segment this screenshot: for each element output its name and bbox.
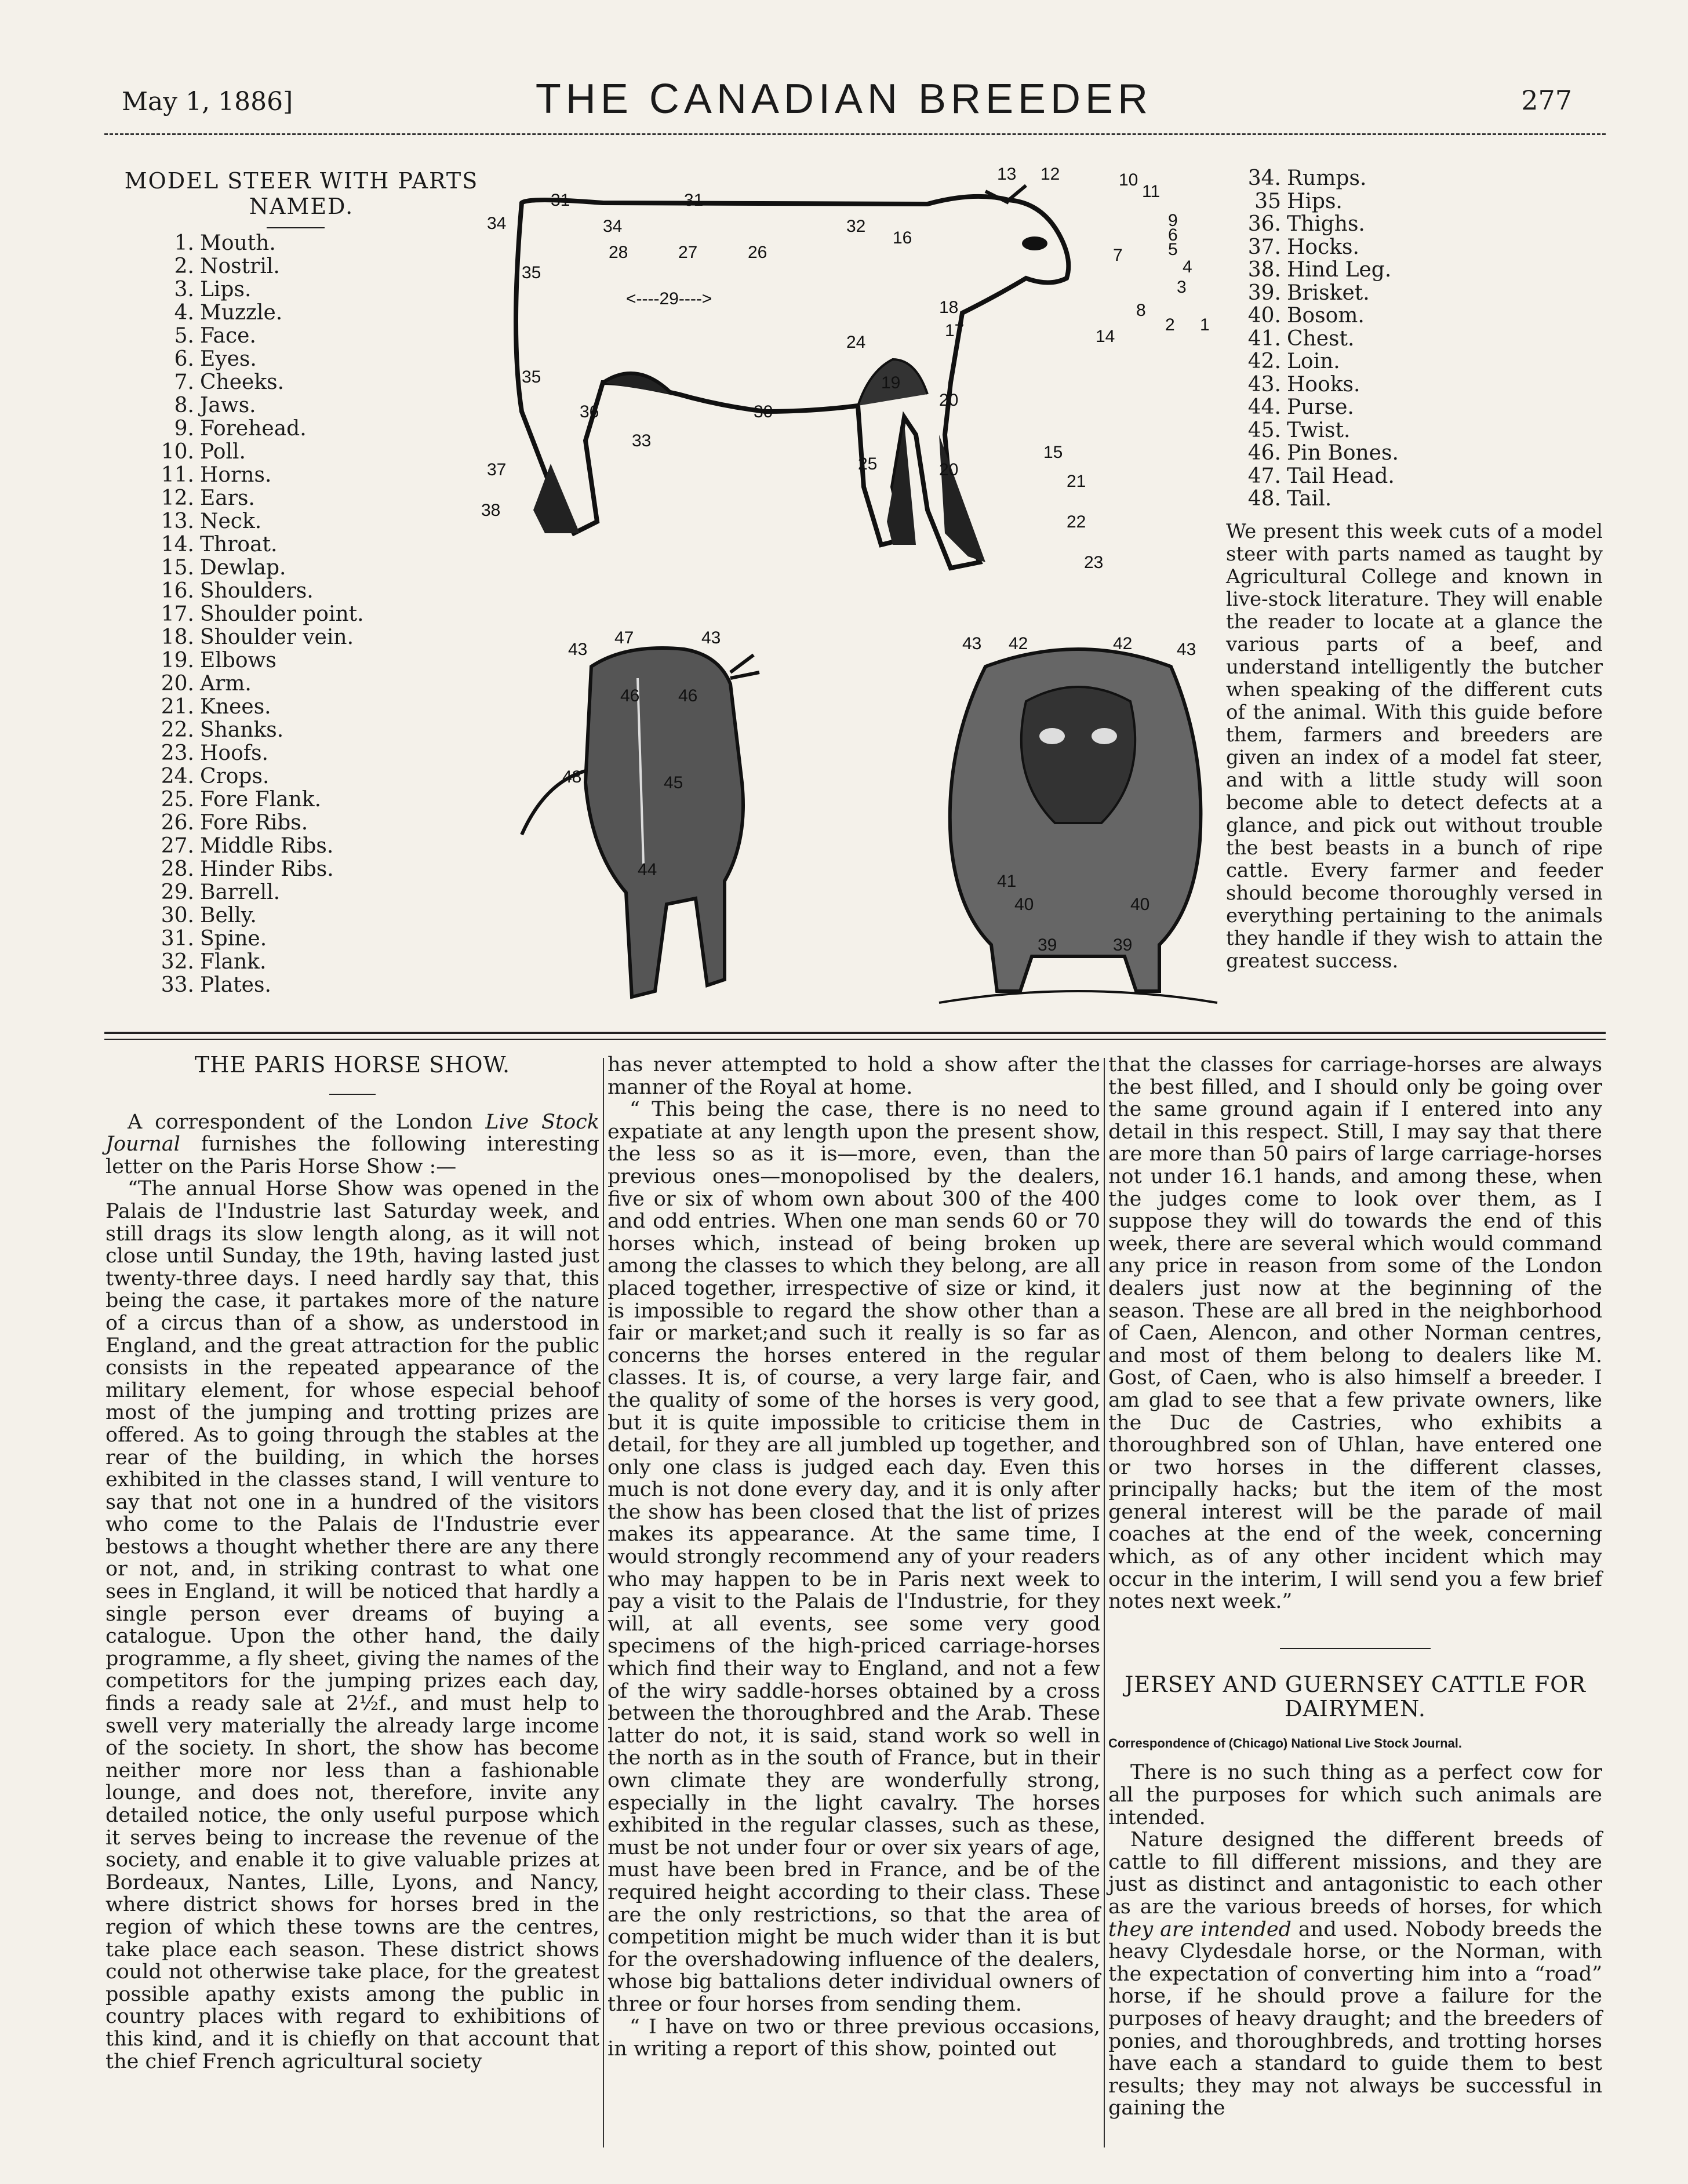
part-item [154, 556, 364, 580]
part-number: 32. [161, 950, 194, 974]
part-item [1240, 167, 1399, 190]
part-item [154, 904, 364, 927]
part-number: 35 [1254, 189, 1281, 213]
part-name: Hoofs. [200, 741, 268, 765]
part-number: 29. [161, 880, 194, 904]
paragraph-text-end: and used. Nobody breeds the heavy Clydesdale horse, or the Norman, with the expectation of converting him into a “road” horse, if he should prove a failure for the purposes of heavy draught; and the breeders of ponies, and thoroughbreds, and trotting horses have each a standard to guide them to best results; they may not always be successful in gaining the [1108, 1917, 1602, 2120]
part-name: Elbows [200, 649, 277, 672]
part-number: 3. [174, 278, 194, 301]
part-number: 14. [161, 533, 194, 556]
title-rule [267, 227, 325, 228]
figure-label: 43 [962, 634, 982, 653]
figure-label: 35 [522, 263, 541, 282]
figure-label: 43 [701, 628, 721, 647]
page-number: 277 [1521, 85, 1572, 116]
part-number: 43. [1247, 372, 1281, 396]
column-2 [607, 1054, 1100, 2061]
part-name: Forehead. [200, 417, 307, 441]
figure-label: 41 [997, 872, 1017, 891]
part-item [154, 858, 364, 881]
part-number: 38. [1247, 258, 1281, 282]
column-divider-2 [1104, 1058, 1105, 2147]
correspondent-line: Correspondence of (Chicago) National Live Stock Journal. [1108, 1735, 1462, 1750]
part-item [154, 464, 364, 487]
part-item [154, 510, 364, 533]
part-name: Crops. [200, 765, 270, 788]
part-number: 22. [161, 718, 194, 742]
part-name: Jaws. [200, 394, 256, 417]
figure-label: 9 [1168, 211, 1178, 230]
part-number: 26. [161, 811, 194, 835]
part-item [1240, 373, 1399, 396]
part-number: 23. [161, 741, 194, 765]
part-number: 8. [174, 394, 194, 417]
figure-label: 20 [939, 391, 959, 410]
part-name: Neck. [200, 509, 262, 533]
part-name: Shanks. [200, 718, 284, 742]
part-item [154, 301, 364, 325]
figure-label: 21 [1067, 472, 1086, 491]
figure-label: 30 [754, 402, 773, 421]
part-name: Nostril. [200, 254, 280, 278]
steer-front-drawing [927, 632, 1229, 1009]
part-name: Muzzle. [200, 301, 283, 325]
figure-label: 3 [1177, 278, 1187, 297]
part-number: 42. [1247, 350, 1281, 373]
figure-label: 12 [1041, 165, 1060, 184]
article-paragraph: There is no such thing as a perfect cow for all the purposes for which such animals are intended. [1108, 1761, 1602, 1829]
part-name: Arm. [200, 672, 252, 696]
part-item [154, 255, 364, 278]
part-name: Ears. [200, 486, 255, 510]
figure-label: 45 [664, 773, 683, 792]
part-item [154, 603, 364, 626]
italic-text: they are intended [1108, 1917, 1292, 1941]
part-name: Eyes. [200, 347, 257, 371]
part-item [1240, 304, 1399, 327]
article-paragraph: “ This being the case, there is no need to expatiate at any length upon the present show, the less so as it is—more, even, than the previous ones—monopolised by the dealers, five or six of whom own about 300 of the 400 and odd entries. When one man sends 60 or 70 horses which, instead of being broken up among the classes to which they belong, are all placed together, irrespective of size or kind, it is impossible to regard the show other than a fair or market;and such it really is so far as concerns the horses entered in the regular classes. It is, of course, a very large fair, and the quality of some of the horses is very good, but it is quite impossible to criticise them in detail, for they are all jumbled up together, and only one class is judged each day. Even this much is not done every day, and it is only after the show has been closed that the list of prizes makes its appearance. At the same time, I would strongly recommend any of your readers who may happen to be in Paris next week to pay a visit to the Palais de l'Industrie, for they will, at all events, see some very good specimens of the high-priced carriage-horses which find their way to England, and not a few of the wiry saddle-horses obtained by a cross between the thoroughbred and the Arab. These latter do not, it is said, stand work so well in the north as in the south of France, but in their own climate they are wonderfully strong, especially in the light cavalry. The horses exhibited in the regular classes, such as these, must be not under four or over six years of age, must have been bred in France, and be of the required height according to their class. These are the only restrictions, so that the area of competition might be much wider than it is but for the overshadowing influence of the dealers, whose big battalions deter individual owners of three or four horses from sending them. [607, 1098, 1100, 2016]
figure-label: 34 [603, 217, 623, 236]
figure-label: 35 [522, 367, 541, 387]
figure-label: 22 [1067, 512, 1086, 532]
part-name: Cheeks. [200, 370, 285, 394]
part-item [154, 371, 364, 394]
figure-label: 18 [939, 298, 959, 317]
part-name: Barrell. [200, 880, 281, 904]
figure-label: 7 [1113, 246, 1123, 265]
figure-label: 44 [638, 860, 657, 879]
part-name: Hinder Ribs. [200, 857, 334, 881]
header-rule [104, 133, 1606, 135]
part-item [1240, 419, 1399, 442]
part-item [154, 394, 364, 417]
part-number: 5. [174, 324, 194, 348]
intro-paragraph: We present this week cuts of a model steer with parts named as taught by Agricultural College and known in live-stock literature. They will enable the reader to locate at a glance the various parts of a beef, and understand intelligently the butcher when speaking of the different cuts of the animal. With this guide before them, farmers and breeders are given an index of a model fat steer, and with a little study will soon become able to detect defects at a glance, and pick out without trouble the best beasts in a bunch of ripe cattle. Every farmer and feeder should become thoroughly versed in everything pertaining to the animals they handle if they wish to attain the greatest success. [1226, 520, 1603, 973]
figure-label: 36 [580, 402, 599, 421]
part-number: 41. [1247, 326, 1281, 351]
part-number: 11. [161, 463, 194, 487]
part-item [154, 719, 364, 742]
part-item [1240, 327, 1399, 351]
figure-label: 43 [568, 640, 588, 659]
part-number: 1. [174, 231, 194, 255]
part-number: 25. [161, 788, 194, 811]
part-number: 27. [161, 834, 194, 858]
part-item [154, 696, 364, 719]
part-name: Hooks. [1287, 372, 1360, 396]
part-item [1240, 465, 1399, 488]
part-item [1240, 487, 1399, 511]
part-number: 47. [1247, 464, 1281, 488]
figure-label: 25 [858, 454, 878, 474]
part-number: 17. [161, 602, 194, 626]
article-paragraph: that the classes for carriage-horses are always the best filled, and I should only be going over the same ground again if I entered into any detail in this respect. Still, I may say that there are more than 50 pairs of large carriage-horses not under 16.1 hands, and among these, when the judges come to look over them, as I suppose they will do towards the end of this week, there are several which would command any price in reason from some of the London dealers just now at the beginning of the season. These are all bred in the neighborhood of Caen, Alencon, and other Norman centres, and most of them belong to dealers like M. Gost, of Caen, who is also himself a breeder. I am glad to see that a few private owners, like the Duc de Castries, who exhibits a thoroughbred son of Uhlan, have entered one or two horses in the different classes, principally hacks; but the item of the most general interest will be the parade of mail coaches at the end of the week, concerning which, as of any other incident which may occur in the interim, I will send you a few brief notes next week.” [1108, 1053, 1602, 1614]
figure-label: 33 [632, 431, 652, 450]
figure-label: 48 [562, 767, 582, 787]
article-paragraph: “The annual Horse Show was opened in the Palais de l'Industrie last Saturday week, and still drags its slow length along, as it will not close until Sunday, the 19th, having lasted just twenty-three days. I need hardly say that, this being the case, it partakes more of the nature of a circus than of a show, as understood in England, and the great attraction for the public consists in the repeated appearance of the military element, for whose especial behoof most of the jumping and trotting prizes are offered. As to going through the stables at the rear of the building, in which the horses exhibited in the classes stand, I will venture to say that not one in a hundred of the visitors who come to the Palais de l'Industrie ever bestows a thought whether there are any there or not, and, in striking contrast to what one sees in England, it will be noticed that hardly a single person ever dreams of buying a catalogue. Upon the other hand, the daily programme, a fly sheet, giving the names of the competitors for the jumping prizes each day, finds a ready sale at 2½f., and must help to swell very materially the already large income of the society. In short, the show has become neither more nor less than a fashionable lounge, and does not, therefore, invite any detailed notice, the only useful purpose which it serves being to increase the revenue of the society, and enable it to give valuable prizes at Bordeaux, Nantes, Lille, Lyons, and Nancy, where district shows for horses bred in the region of which these towns are the centres, take place each season. These district shows could not otherwise take place, for the greatest possible apathy exists among the public in country places with regard to exhibitions of this kind, and it is chiefly on that account that the chief French agricultural society [106, 1177, 599, 2073]
part-number: 28. [161, 857, 194, 881]
part-name: Throat. [200, 533, 278, 556]
part-name: Plates. [200, 973, 271, 997]
figure-label: 47 [614, 628, 634, 647]
part-name: Spine. [200, 927, 267, 951]
part-number: 33. [161, 973, 194, 997]
part-item [154, 417, 364, 441]
part-name: Hips. [1287, 189, 1343, 213]
figure-label: 8 [1136, 301, 1146, 320]
part-item [154, 765, 364, 788]
part-name: Hind Leg. [1287, 258, 1392, 282]
part-name: Belly. [200, 904, 257, 927]
intro-text: A correspondent of the London [128, 1110, 486, 1134]
steer-side-drawing [481, 162, 1217, 580]
figure-label: 24 [846, 333, 866, 352]
part-number: 10. [161, 440, 194, 464]
figure-label: 40 [1130, 895, 1150, 914]
part-item [154, 325, 364, 348]
part-item [154, 649, 364, 672]
figure-label: <----29----> [626, 289, 712, 308]
part-item [154, 974, 364, 997]
part-item [154, 742, 364, 765]
part-item [154, 881, 364, 904]
part-number: 13. [161, 509, 194, 533]
masthead-title: THE CANADIAN BREEDER [535, 76, 1153, 122]
part-name: Bosom. [1287, 304, 1365, 327]
part-name: Loin. [1287, 350, 1340, 373]
article-paragraph: “ I have on two or three previous occasions, in writing a report of this show, pointed out [607, 2015, 1100, 2061]
part-number: 7. [174, 370, 194, 394]
part-name: Tail. [1287, 487, 1332, 511]
issue-date: May 1, 1886] [122, 87, 293, 117]
figure-label: 32 [846, 217, 866, 236]
title-rule [329, 1094, 376, 1095]
paragraph-text: Nature designed the different breeds of cattle to fill different missions, and they are just as distinct and antagonistic to each other as are the various breeds of horses, for which [1108, 1828, 1602, 1919]
part-number: 18. [161, 625, 194, 649]
part-name: Shoulders. [200, 579, 314, 603]
figure-label: 15 [1043, 443, 1063, 462]
figure-label: 1 [1200, 315, 1210, 334]
steer-front-figure [927, 632, 1229, 1009]
figure-label: 39 [1038, 936, 1057, 955]
figure-label: 27 [678, 243, 698, 262]
part-name: Flank. [200, 950, 267, 974]
part-name: Thighs. [1287, 212, 1365, 236]
part-number: 40. [1247, 304, 1281, 327]
part-item [154, 487, 364, 510]
figure-label: 19 [881, 373, 901, 392]
intro-text-end: furnishes the following interesting letter on the Paris Horse Show :— [106, 1133, 599, 1178]
steer-rear-figure [522, 628, 829, 1014]
part-item [154, 348, 364, 371]
section-rule [1280, 1648, 1431, 1649]
part-number: 44. [1247, 395, 1281, 419]
part-number: 24. [161, 765, 194, 788]
part-item [1240, 350, 1399, 373]
part-item [154, 580, 364, 603]
part-item [154, 672, 364, 696]
part-number: 16. [161, 579, 194, 603]
column-top-rule [104, 1032, 1606, 1034]
part-item [154, 232, 364, 255]
article-paragraph [1108, 1829, 1602, 2120]
part-number: 34. [1247, 166, 1281, 190]
part-number: 39. [1247, 281, 1281, 305]
part-number: 46. [1247, 441, 1281, 465]
part-item [1240, 190, 1399, 213]
figure-label: 31 [684, 191, 704, 210]
part-item [1240, 213, 1399, 236]
figure-label: 14 [1096, 327, 1115, 346]
part-name: Tail Head. [1287, 464, 1395, 488]
figure-label: 11 [1142, 182, 1160, 201]
article-paragraph: has never attempted to hold a show after the manner of the Royal at home. [607, 1053, 1100, 1099]
figure-label: 40 [1014, 895, 1034, 914]
journal-name: Live Stock Journal [106, 1110, 599, 1156]
parts-list-left [154, 232, 364, 997]
part-number: 48. [1247, 487, 1281, 511]
part-name: Shoulder vein. [200, 625, 354, 649]
parts-list-right [1240, 167, 1399, 511]
figure-label: 31 [551, 191, 570, 210]
parts-list-title: MODEL STEER WITH PARTS NAMED. [124, 168, 479, 219]
figure-label: 4 [1183, 257, 1192, 276]
figure-label: 43 [1177, 640, 1196, 659]
part-number: 6. [174, 347, 194, 371]
article-title: JERSEY AND GUERNSEY CATTLE FOR DAIRYMEN. [1125, 1671, 1586, 1721]
figure-label: 10 [1119, 170, 1138, 190]
part-name: Chest. [1287, 326, 1355, 351]
part-name: Rumps. [1287, 166, 1367, 190]
part-item [154, 626, 364, 649]
part-item [1240, 396, 1399, 419]
part-item [1240, 442, 1399, 465]
figure-label: 34 [487, 214, 507, 233]
figure-label: 42 [1113, 634, 1133, 653]
figure-label: 39 [1113, 936, 1133, 955]
part-item [1240, 236, 1399, 259]
figure-label: 37 [487, 460, 507, 479]
part-number: 2. [174, 254, 194, 278]
figure-label: 23 [1084, 553, 1104, 572]
column-divider-1 [603, 1058, 604, 2147]
part-item [154, 278, 364, 301]
part-item [154, 927, 364, 951]
part-name: Dewlap. [200, 556, 286, 580]
figure-label: 42 [1009, 634, 1028, 653]
part-item [1240, 259, 1399, 282]
figure-label: 16 [893, 228, 912, 247]
figure-label: 46 [678, 686, 698, 705]
part-number: 12. [161, 486, 194, 510]
part-name: Face. [200, 324, 256, 348]
part-name: Pin Bones. [1287, 441, 1399, 465]
figure-label: 5 [1168, 240, 1178, 259]
column-3 [1108, 1054, 1602, 2120]
part-item [1240, 282, 1399, 305]
figure-label: 13 [997, 165, 1017, 184]
part-number: 36. [1247, 212, 1281, 236]
column-1 [106, 1054, 599, 2073]
part-name: Shoulder point. [200, 602, 364, 626]
part-number: 31. [161, 927, 194, 951]
part-name: Purse. [1287, 395, 1354, 419]
figure-label: 26 [748, 243, 767, 262]
figure-label: 2 [1165, 315, 1175, 334]
figure-label: 20 [939, 460, 959, 479]
part-item [154, 835, 364, 858]
part-number: 15. [161, 556, 194, 580]
part-name: Poll. [200, 440, 246, 464]
figure-label: 17 [945, 321, 965, 340]
part-item [154, 441, 364, 464]
part-number: 21. [161, 695, 194, 719]
steer-side-figure [481, 162, 1217, 580]
part-number: 37. [1247, 235, 1281, 259]
part-item [154, 533, 364, 556]
figure-label: 38 [481, 501, 501, 520]
part-name: Hocks. [1287, 235, 1359, 259]
part-name: Middle Ribs. [200, 834, 334, 858]
figure-label: 46 [620, 686, 640, 705]
part-name: Lips. [200, 278, 252, 301]
part-number: 9. [174, 417, 194, 441]
part-number: 45. [1247, 418, 1281, 442]
part-name: Mouth. [200, 231, 276, 255]
part-name: Fore Ribs. [200, 811, 308, 835]
article-title: THE PARIS HORSE SHOW. [194, 1052, 511, 1078]
part-name: Brisket. [1287, 281, 1370, 305]
part-name: Knees. [200, 695, 271, 719]
steer-rear-drawing [522, 628, 829, 1014]
part-item [154, 811, 364, 835]
part-number: 20. [161, 672, 194, 696]
figure-label: 28 [609, 243, 628, 262]
article-intro [106, 1111, 599, 1178]
part-number: 19. [161, 649, 194, 672]
part-number: 30. [161, 904, 194, 927]
part-item [154, 951, 364, 974]
part-item [154, 788, 364, 811]
figure-label: 6 [1168, 225, 1178, 245]
part-name: Fore Flank. [200, 788, 322, 811]
part-number: 4. [174, 301, 194, 325]
column-top-rule-thin [104, 1039, 1606, 1040]
part-name: Horns. [200, 463, 272, 487]
part-name: Twist. [1287, 418, 1351, 442]
